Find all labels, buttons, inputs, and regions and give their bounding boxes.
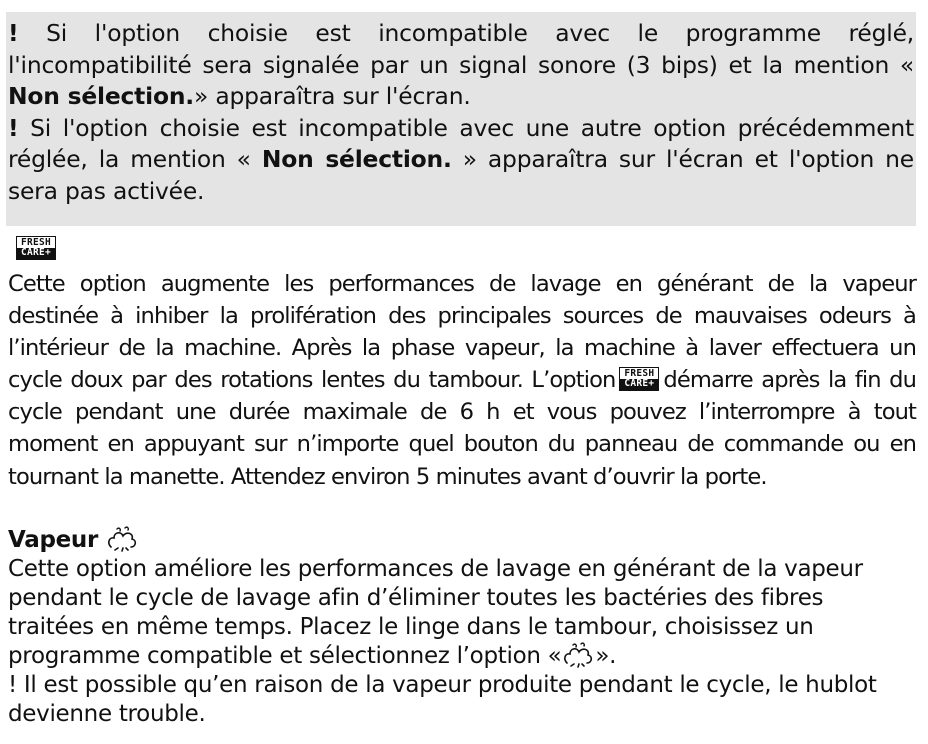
vapeur-text: ».	[595, 643, 617, 669]
vapeur-text: Cette option améliore les performances de lavage en générant de la vapeur pendant le cycle de lavage afin d’éliminer toutes les bactéries des fibres traitées en même temps. Placez le linge dans le tambour, choisissez un programme compatible et sélectionnez l’option «	[8, 556, 863, 669]
vapeur-section	[8, 526, 908, 729]
steam-icon	[105, 525, 139, 553]
non-selection-label: Non sélection.	[261, 145, 452, 173]
fresh-care-icon	[16, 236, 56, 260]
exclamation-mark: !	[8, 113, 19, 142]
vapeur-warning: ! Il est possible qu’en raison de la vapeur produite pendant le cycle, le hublot devienne trouble.	[8, 672, 877, 727]
fresh-care-heading	[16, 236, 56, 260]
non-selection-label: Non sélection.	[8, 82, 194, 110]
fresh-care-paragraph	[8, 268, 916, 493]
notice-text: » apparaîtra sur l'écran.	[193, 82, 471, 110]
fresh-care-text: Cette option augmente les performances de lavage en générant de la vapeur destinée à inhiber la prolifération des principales sources de mauvaises odeurs à l’intérieur de la machine. Après la phase vapeur, la machine à laver effectuera un cycle doux par des rotations lentes du tambour. L’option	[8, 271, 916, 394]
steam-icon	[561, 641, 595, 669]
notice-paragraph-option	[8, 113, 914, 208]
exclamation-mark: !	[8, 19, 19, 47]
fresh-care-icon-bottom: CARE+	[17, 248, 55, 259]
fresh-care-icon	[619, 367, 659, 391]
fresh-care-icon-bottom: CARE+	[620, 379, 658, 390]
vapeur-heading	[8, 526, 908, 555]
notice-text: Si l'option choisie est incompatible avec le programme réglé, l'incompatibilité sera signalée par un signal sonore (3 bips) et la mention «	[8, 19, 914, 79]
fresh-care-text: démarre après la fin du cycle pendant une durée maximale de 6 h et vous pouvez l’interrompre à tout moment en appuyant sur n’importe quel bouton du panneau de commande ou en tournant la manette. Attendez environ 5 minutes avant d’ouvrir la porte.	[8, 367, 916, 490]
vapeur-title: Vapeur	[8, 527, 99, 553]
notice-paragraph-program	[8, 18, 914, 113]
fresh-care-description	[8, 268, 916, 493]
notice-text: » apparaîtra sur l'écran et l'option ne sera pas activée.	[8, 145, 915, 205]
vapeur-paragraph	[8, 555, 908, 671]
fresh-care-icon-top: FRESH	[620, 368, 658, 379]
notice-text: Si l'option choisie est incompatible avec une autre option précédemment réglée, la mention «	[8, 113, 914, 173]
incompatibility-notice	[6, 12, 916, 226]
fresh-care-icon-top: FRESH	[17, 237, 55, 248]
